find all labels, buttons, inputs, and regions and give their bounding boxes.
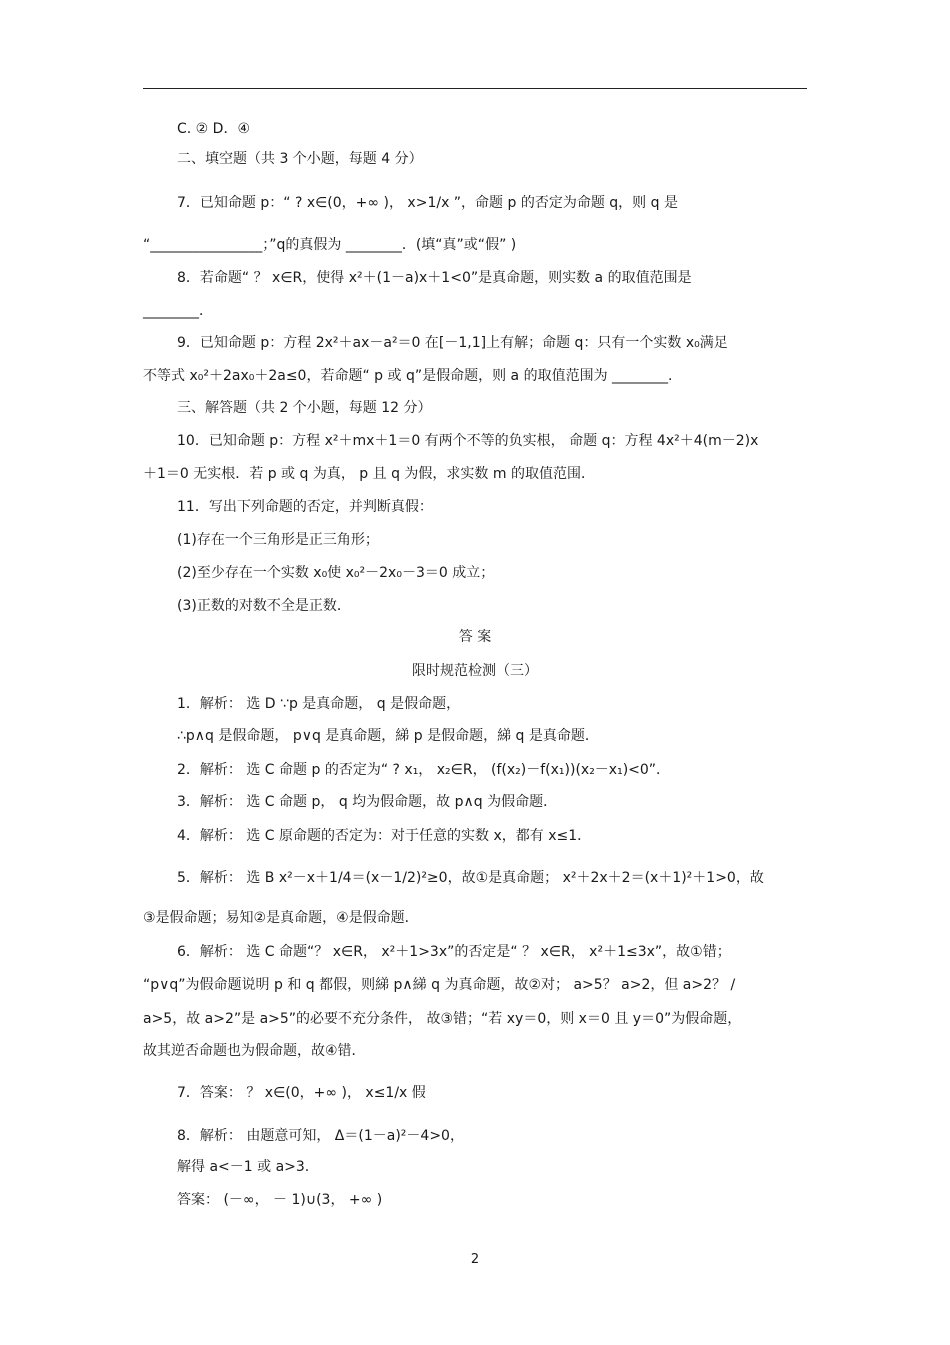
answer-6-cont: a>5，故 a>2”是 a>5”的必要不充分条件， 故③错；“若 xy＝0，则 x＝0 且 y＝0”为假命题，: [143, 1011, 742, 1027]
question-11: 11．写出下列命题的否定，并判断真假：: [177, 499, 433, 515]
section-heading: 二、填空题（共 3 个小题，每题 4 分）: [177, 151, 423, 167]
answer-7: 7．答案： ？ x∈(0，+∞ )， x≤1/x 假: [177, 1085, 426, 1101]
answer-1-cont: ∴p∧q 是假命题， p∨q 是真命题，綈 p 是假命题，綈 q 是真命题．: [177, 728, 599, 744]
answer-1: 1．解析： 选 D ∵p 是真命题， q 是假命题，: [177, 696, 461, 712]
question-10: 10．已知命题 p：方程 x²＋mx＋1＝0 有两个不等的负实根， 命题 q：方程 4x²＋4(m－2)x: [177, 433, 759, 449]
answer-4: 4．解析： 选 C 原命题的否定为：对于任意的实数 x，都有 x≤1．: [177, 828, 592, 844]
question-7: 7．已知命题 p：“ ? x∈(0，+∞ )， x>1/x ”，命题 p 的否定为命题 q，则 q 是: [177, 195, 678, 211]
section-heading: 三、解答题（共 2 个小题，每题 12 分）: [177, 400, 432, 416]
answer-6-cont: 故其逆否命题也为假命题，故④错．: [143, 1043, 366, 1059]
option-line: C. ② D．④: [177, 121, 251, 137]
answer-2: 2．解析： 选 C 命题 p 的否定为“ ? x₁， x₂∈R， (f(x₂)－f(x₁))(x₂－x₁)<0”．: [177, 762, 671, 778]
answer-8: 8．解析： 由题意可知， Δ＝(1－a)²－4>0，: [177, 1128, 464, 1144]
answer-5: 5．解析： 选 B x²－x＋1/4＝(x－1/2)²≥0，故①是真命题； x²＋2x＋2＝(x＋1)²＋1>0，故: [177, 870, 764, 886]
question-9-cont: 不等式 x₀²＋2ax₀＋2a≤0，若命题“ p 或 q”是假命题，则 a 的取值范围为 ________.: [143, 368, 673, 384]
answer-5-cont: ③是假命题；易知②是真命题，④是假命题．: [143, 910, 419, 926]
answer-heading: 答 案: [458, 629, 492, 645]
answer-6-cont: “p∨q”为假命题说明 p 和 q 都假，则綈 p∧綈 q 为真命题，故②对； a>5？ a>2，但 a>2？ /: [143, 977, 736, 993]
answer-8-cont: 答案： (－∞， － 1)∪(3， +∞ ): [177, 1192, 383, 1208]
question-11-part: (2)至少存在一个实数 x₀使 x₀²－2x₀－3＝0 成立；: [177, 565, 495, 581]
question-7-cont: “________________；”q的真假为 ________．(填“真”或“假” ): [143, 237, 517, 253]
question-8-cont: ________．: [143, 303, 213, 319]
question-9: 9．已知命题 p：方程 2x²＋ax－a²＝0 在[－1,1]上有解；命题 q：只有一个实数 x₀满足: [177, 335, 728, 351]
header-rule: [143, 88, 807, 89]
answer-3: 3．解析： 选 C 命题 p， q 均为假命题，故 p∧q 为假命题．: [177, 794, 558, 810]
answer-6: 6．解析： 选 C 命题“？ x∈R， x²＋1>3x”的否定是“ ？ x∈R， x²＋1≤3x”，故①错；: [177, 944, 731, 960]
answer-8-cont: 解得 a<－1 或 a>3.: [177, 1159, 310, 1175]
page-number: 2: [470, 1252, 480, 1267]
question-11-part: (1)存在一个三角形是正三角形；: [177, 532, 379, 548]
question-10-cont: ＋1＝0 无实根．若 p 或 q 为真， p 且 q 为假，求实数 m 的取值范围．: [143, 466, 595, 482]
question-11-part: (3)正数的对数不全是正数．: [177, 598, 351, 614]
answer-subheading: 限时规范检测（三）: [412, 663, 538, 679]
question-8: 8．若命题“ ？ x∈R，使得 x²＋(1－a)x＋1<0”是真命题，则实数 a 的取值范围是: [177, 270, 692, 286]
